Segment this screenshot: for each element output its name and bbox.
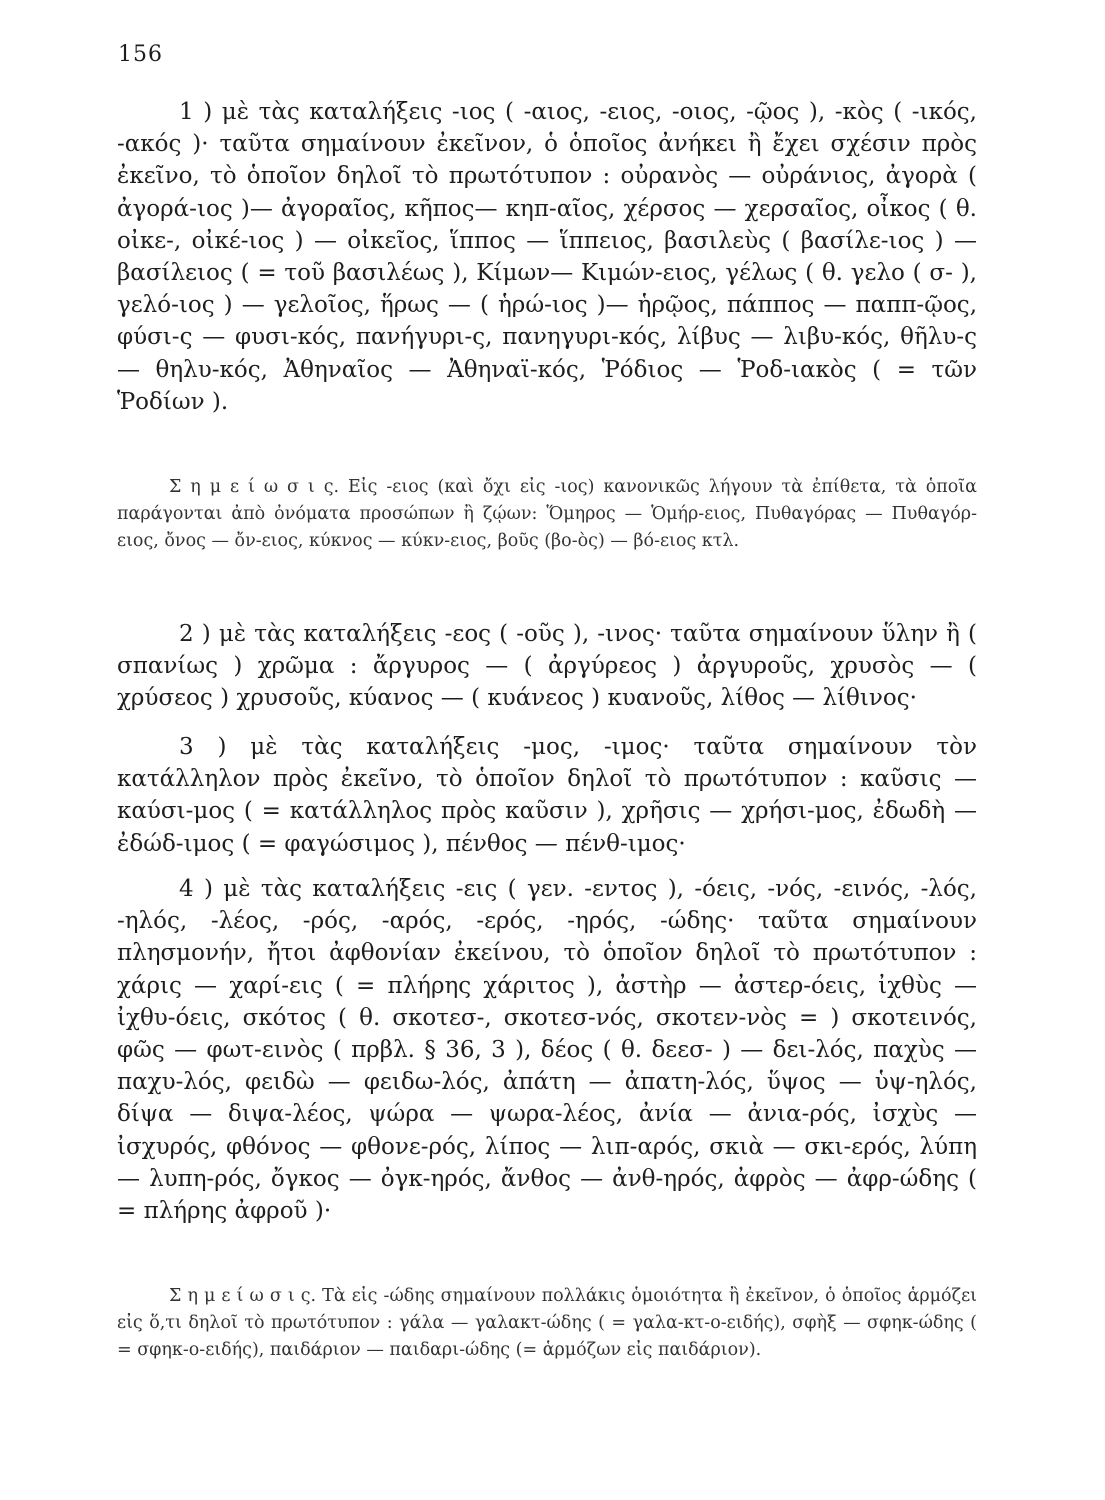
page-number: 156 [118, 42, 163, 67]
note-2: Σ η μ ε ί ω σ ι ς. Τὰ εἰς -ώδης σημαίνουν πολλάκις ὁμοιότητα ἢ ἐκεῖνον, ὁ ὁποῖος ἁρμόζει εἰς ὅ,τι δηλοῖ τὸ πρωτότυπον : γάλα — γαλακτ-ώδης ( = γαλα-κτ-ο-ειδής), σφὴξ — σφηκ-ώδης ( = σφηκ-ο-ειδής), παιδάριον — παιδαρι-ώδης (= ἁρμόζων εἰς παιδάριον). [117, 1286, 977, 1360]
paragraph-3: 3 ) μὲ τὰς καταλήξεις -μος, -ιμος· ταῦτα σημαίνουν τὸν κατάλληλον πρὸς ἐκεῖνο, τὸ ὁποῖον δηλοῖ τὸ πρωτότυπον : καῦσις — καύσι-μος ( = κατάλληλος πρὸς καῦσιν ), χρῆσις — χρήσι-μος, ἐδωδὴ — ἐδώδ-ιμος ( = φαγώσιμος ), πένθος — πένθ-ιμος· [117, 734, 977, 857]
paragraph-4: 4 ) μὲ τὰς καταλήξεις -εις ( γεν. -εντος ), -όεις, -νός, -εινός, -λός, -ηλός, -λέος, -ρός, -αρός, -ερός, -ηρός, -ώδης· ταῦτα σημαίνουν πλησμονήν, ἤτοι ἀφθονίαν ἐκείνου, τὸ ὁποῖον δηλοῖ τὸ πρωτότυπον : χάρις — χαρί-εις ( = πλήρης χάριτος ), ἀστὴρ — ἀστερ-όεις, ἰχθὺς — ἰχθυ-όεις, σκότος ( θ. σκοτεσ-, σκοτεσ-νός, σκοτεν-νὸς = ) σκοτεινός, φῶς — φωτ-εινὸς ( πρβλ. § 36, 3 ), δέος ( θ. δεεσ- ) — δει-λός, παχὺς — παχυ-λός, φειδὼ — φειδω-λός, ἀπάτη — ἀπατη-λός, ὕψος — ὑψ-ηλός, δίψα — διψα-λέος, ψώρα — ψωρα-λέος, ἀνία — ἀνια-ρός, ἰσχὺς — ἰσχυρός, φθόνος — φθονε-ρός, λίπος — λιπ-αρός, σκιὰ — σκι-ερός, λύπη — λυπη-ρός, ὄγκος — ὀγκ-ηρός, ἄνθος — ἀνθ-ηρός, ἀφρὸς — ἀφρ-ώδης ( = πλήρης ἀφροῦ )· [117, 876, 977, 1225]
paragraph-2: 2 ) μὲ τὰς καταλήξεις -εος ( -οῦς ), -ινος· ταῦτα σημαίνουν ὕλην ἢ ( σπανίως ) χρῶμα : ἄργυρος — ( ἀργύρεος ) ἀργυροῦς, χρυσὸς — ( χρύσεος ) χρυσοῦς, κύανος — ( κυάνεος ) κυανοῦς, λίθος — λίθινος· [117, 621, 977, 712]
note-1: Σ η μ ε ί ω σ ι ς. Εἰς -ειος (καὶ ὄχι εἰς -ιος) κανονικῶς λήγουν τὰ ἐπίθετα, τὰ ὁποῖα παράγονται ἀπὸ ὀνόματα προσώπων ἢ ζῴων: Ὅμηρος — Ὁμήρ-ειος, Πυθαγόρας — Πυθαγόρ-ειος, ὄνος — ὄν-ειος, κύκνος — κύκν-ειος, βοῦς (βο-ὸς) — βό-ειος κτλ. [117, 477, 977, 551]
paragraph-1: 1 ) μὲ τὰς καταλήξεις -ιος ( -αιος, -ειος, -οιος, -ῷος ), -κὸς ( -ικός, -ακός )· ταῦτα σημαίνουν ἐκεῖνον, ὁ ὁποῖος ἀνήκει ἢ ἔχει σχέσιν πρὸς ἐκεῖνο, τὸ ὁποῖον δηλοῖ τὸ πρωτότυπον : οὐρανὸς — οὐράνιος, ἀγορὰ ( ἀγορά-ιος )— ἀγοραῖος, κῆπος— κηπ-αῖος, χέρσος — χερσαῖος, οἶκος ( θ. οἰκε-, οἰκέ-ιος ) — οἰκεῖος, ἵππος — ἵππειος, βασιλεὺς ( βασίλε-ιος ) — βασίλειος ( = τοῦ βασιλέως ), Κίμων— Κιμών-ειος, γέλως ( θ. γελο ( σ- ), γελό-ιος ) — γελοῖος, ἥρως — ( ἡρώ-ιος )— ἡρῷος, πάππος — παππ-ῷος, φύσι-ς — φυσι-κός, πανήγυρι-ς, πανηγυρι-κός, λίβυς — λιβυ-κός, θῆλυ-ς — θηλυ-κός, Ἀθηναῖος — Ἀθηναϊ-κός, Ῥόδιος — Ῥοδ-ιακὸς ( = τῶν Ῥοδίων ). [117, 99, 977, 415]
